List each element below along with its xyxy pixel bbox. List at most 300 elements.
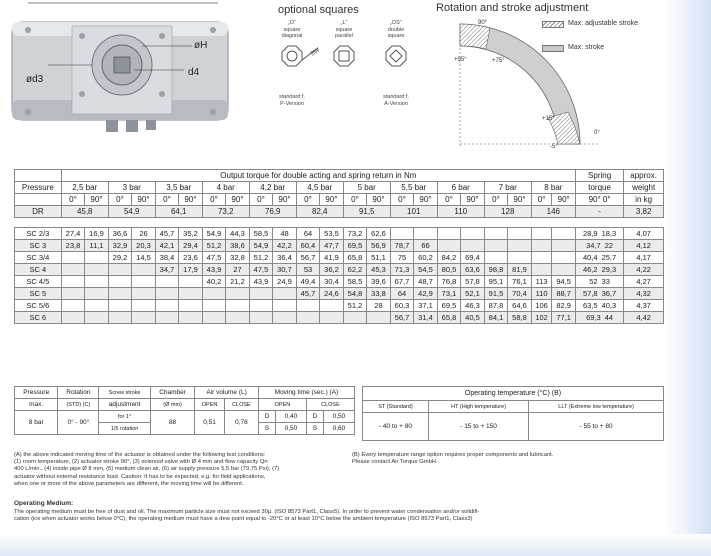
torque-value: 24,9 [273, 276, 297, 288]
pressure-header: 5 bar [343, 182, 390, 194]
pressure-header: 8 bar [531, 182, 575, 194]
torque-value [61, 312, 85, 324]
torque-value: 44,3 [226, 228, 250, 240]
actuator-drawing [8, 0, 238, 135]
square-option-double [376, 20, 416, 40]
square-line2: square [387, 33, 405, 39]
torque-value: 42,2 [273, 240, 297, 252]
table-row [15, 182, 664, 194]
torque-value: 69,4 [461, 252, 485, 264]
table-row [15, 252, 664, 264]
torque-value: 21,2 [226, 276, 250, 288]
torque-value [414, 228, 438, 240]
options-table [14, 386, 355, 435]
gap-cell [15, 218, 664, 228]
weight-header: weight [624, 182, 664, 194]
square-option-diagonal [272, 20, 312, 40]
pressure-header: 3,5 bar [155, 182, 202, 194]
torque-value: 65,8 [437, 312, 461, 324]
move-open: 0,50 [275, 423, 306, 435]
footnote-a [14, 452, 344, 488]
torque-value: 27 [226, 264, 250, 276]
torque-value [202, 312, 226, 324]
torque-value: 98,8 [484, 264, 508, 276]
note-line: actuator without external resistance load. Caution: It has to be expected, e.g. for field applications, [14, 473, 266, 480]
torque-value [155, 288, 179, 300]
spring-90: 57,8 [582, 289, 598, 298]
torque-value: 33,8 [367, 288, 391, 300]
torque-value: 84,1 [484, 312, 508, 324]
torque-value: 73,2 [343, 228, 367, 240]
torque-value [108, 276, 132, 288]
angle-cell: 0° [296, 194, 320, 206]
weight-value: 4,12 [624, 240, 664, 252]
torque-title: Output torque for double acting and spring return in Nm [61, 170, 575, 182]
square-line1: square [335, 26, 353, 33]
torque-value: 47,5 [249, 264, 273, 276]
torque-value: 76,8 [437, 276, 461, 288]
dr-value: 73,2 [202, 206, 249, 218]
torque-value [132, 288, 156, 300]
torque-value [437, 240, 461, 252]
torque-value [179, 276, 203, 288]
spring-90: 40,4 [582, 253, 598, 262]
dr-value: 91,5 [343, 206, 390, 218]
torque-value: 87,8 [484, 300, 508, 312]
sub-adjustment: adjustment [99, 399, 151, 411]
torque-value: 81,9 [508, 264, 532, 276]
torque-value [108, 300, 132, 312]
torque-value: 60,4 [296, 240, 320, 252]
torque-value [61, 276, 85, 288]
move-open: 0,40 [275, 411, 306, 423]
torque-value [108, 264, 132, 276]
torque-value: 56,9 [367, 240, 391, 252]
torque-value [273, 288, 297, 300]
torque-value [296, 300, 320, 312]
torque-value [484, 240, 508, 252]
torque-value: 102 [531, 312, 552, 324]
torque-value: 26 [132, 228, 156, 240]
table-gap [15, 218, 664, 228]
angle-cell: 90° [226, 194, 250, 206]
angle-cell: 0° [249, 194, 273, 206]
torque-value [179, 312, 203, 324]
torque-value [531, 240, 552, 252]
torque-value: 45,7 [155, 228, 179, 240]
torque-value: 49,4 [296, 276, 320, 288]
angle-cell: 90° [414, 194, 438, 206]
sub-max: max. [15, 399, 58, 411]
torque-value: 30,7 [273, 264, 297, 276]
move-type: D [258, 411, 275, 423]
torque-value: 41,9 [320, 252, 344, 264]
table-row [15, 264, 664, 276]
operating-medium-title: Operating Medium: [14, 500, 74, 507]
torque-value: 45,3 [367, 264, 391, 276]
row-label: SC 4 [15, 264, 62, 276]
temperature-table [362, 386, 664, 441]
torque-value [437, 228, 461, 240]
torque-value: 91,5 [484, 288, 508, 300]
angle-cell: 0° [531, 194, 552, 206]
angle-cell: 90° [367, 194, 391, 206]
torque-value [320, 312, 344, 324]
header-chamber: Chamber [150, 387, 194, 399]
torque-value: 56,7 [296, 252, 320, 264]
square-code: „D“ [288, 20, 296, 26]
angle-cell: 90° [179, 194, 203, 206]
square-foot-left [270, 94, 314, 107]
weight-value: 4,32 [624, 288, 664, 300]
note-line: when one or more of the above parameters are different, the moving time will be different. [14, 480, 244, 487]
weight-value: 4,42 [624, 312, 664, 324]
sub-air-close: CLOSE [224, 399, 258, 411]
angle-cell: 0° [390, 194, 414, 206]
dr-value: 45,8 [61, 206, 108, 218]
torque-value [132, 300, 156, 312]
medium-line: cation (ice when actuator works below 0°C), the operating medium must have a dew point equal to -20°C or at least 10°C below the ambient temperature (ISO 8573 Part1, Class3) [14, 516, 473, 523]
table-row [15, 170, 664, 182]
torque-value: 40,5 [461, 312, 485, 324]
torque-value: 31,4 [414, 312, 438, 324]
torque-value: 58,5 [249, 228, 273, 240]
note-line: (1) room temperature, (2) actuator stroke 90°, (3) solenoid valve with Ø 4 mm and flow capacity Qn [14, 459, 268, 466]
torque-value: 51,2 [249, 252, 273, 264]
torque-value [484, 252, 508, 264]
spring-90: 63,5 [582, 301, 598, 310]
torque-value: 71,3 [390, 264, 414, 276]
pressure-header: 7 bar [484, 182, 531, 194]
torque-value [85, 252, 109, 264]
row-label: SC 6 [15, 312, 62, 324]
dr-value: 128 [484, 206, 531, 218]
angle-cell: 90° [132, 194, 156, 206]
dr-value: 76,9 [249, 206, 296, 218]
move-type: D [306, 411, 323, 423]
sub-move-open: OPEN [258, 399, 306, 411]
torque-value [508, 252, 532, 264]
torque-value: 23,8 [61, 240, 85, 252]
dr-value: 82,4 [296, 206, 343, 218]
square-line2: parallel [335, 33, 353, 39]
torque-value: 63,6 [461, 264, 485, 276]
weight-value: 4,07 [624, 228, 664, 240]
torque-value [132, 312, 156, 324]
torque-value [108, 288, 132, 300]
torque-value: 54,9 [249, 240, 273, 252]
torque-value [508, 228, 532, 240]
torque-value: 78,7 [390, 240, 414, 252]
angle-cell: 90° [320, 194, 344, 206]
torque-value: 11,1 [85, 240, 109, 252]
torque-value: 37,1 [414, 300, 438, 312]
spring-value [575, 300, 623, 312]
spring-90: 52 [589, 277, 598, 286]
angle-plus95: +95° [454, 57, 467, 63]
value-air-open: 0,51 [195, 411, 225, 435]
spring-value [575, 228, 623, 240]
value-rotation: 0° - 90° [58, 411, 99, 435]
value-screw-2: 1/5 rotation [99, 423, 151, 435]
row-label: SC 5/6 [15, 300, 62, 312]
torque-value [132, 276, 156, 288]
torque-value: 32,9 [108, 240, 132, 252]
torque-value [202, 300, 226, 312]
spring-0: 22 [604, 241, 614, 250]
torque-value [296, 312, 320, 324]
torque-value: 64,6 [508, 300, 532, 312]
torque-value [179, 288, 203, 300]
torque-value [531, 264, 552, 276]
dim-d4-label: d4 [188, 67, 200, 78]
sub-move-close: CLOSE [306, 399, 354, 411]
torque-value: 88,7 [552, 288, 576, 300]
torque-value [226, 288, 250, 300]
dr-value: 110 [437, 206, 484, 218]
torque-value [461, 228, 485, 240]
dr-value: 64,1 [155, 206, 202, 218]
torque-value: 66 [414, 240, 438, 252]
torque-value [320, 300, 344, 312]
rotation-stroke-panel [430, 2, 670, 152]
torque-value [85, 288, 109, 300]
torque-value: 38,6 [226, 240, 250, 252]
table-row [15, 276, 664, 288]
value-screw-1: for 1° [99, 411, 151, 423]
torque-value: 58,8 [508, 312, 532, 324]
spring-value [575, 252, 623, 264]
torque-value: 36,2 [320, 264, 344, 276]
dr-value: 101 [390, 206, 437, 218]
spring-header: Spring [575, 170, 623, 182]
spring-0: 40,3 [601, 301, 617, 310]
torque-value [85, 264, 109, 276]
torque-value: 58,5 [343, 276, 367, 288]
torque-value: 60,2 [414, 252, 438, 264]
torque-table [14, 169, 664, 324]
torque-value [484, 228, 508, 240]
torque-value: 73,1 [437, 288, 461, 300]
dim-d3-label: ød3 [26, 74, 44, 85]
header-pressure: Pressure [15, 387, 58, 399]
torque-value: 54,8 [343, 288, 367, 300]
torque-value: 46,3 [461, 300, 485, 312]
torque-value: 39,6 [367, 276, 391, 288]
torque-value: 57,8 [461, 276, 485, 288]
angle-90: 90° [478, 20, 488, 26]
torque-value [367, 312, 391, 324]
torque-value: 54,5 [414, 264, 438, 276]
torque-value [132, 264, 156, 276]
torque-value: 43,9 [249, 276, 273, 288]
angle-minus5: -5° [550, 144, 558, 150]
torque-value [249, 300, 273, 312]
angle-cell: 0° [108, 194, 132, 206]
square-foot-right [374, 94, 418, 107]
header-air-volume: Air volume (L) [195, 387, 259, 399]
pressure-header: 4,2 bar [249, 182, 296, 194]
torque-value: 60,3 [390, 300, 414, 312]
spring-0: 44 [604, 313, 614, 322]
angle-cell: 0° [61, 194, 85, 206]
footnote-b [352, 452, 664, 466]
torque-value: 14,5 [132, 252, 156, 264]
torque-value [61, 252, 85, 264]
torque-value [273, 312, 297, 324]
value-pressure: 8 bar [15, 411, 58, 435]
spring-90: 46,2 [582, 265, 598, 274]
torque-value [61, 288, 85, 300]
torque-value: 48,7 [414, 276, 438, 288]
temp-value-ht: - 15 to + 150 [428, 413, 528, 441]
rotation-title: Rotation and stroke adjustment [436, 2, 589, 14]
torque-value: 23,6 [179, 252, 203, 264]
spring-header: 90° 0° [575, 194, 623, 206]
square-line1: double [387, 26, 405, 33]
legend-label: Max. adjustable stroke [568, 20, 639, 27]
torque-value: 42,1 [155, 240, 179, 252]
torque-value: 64 [296, 228, 320, 240]
dim-h-label: øH [194, 40, 208, 51]
square-code: „L“ [340, 20, 348, 26]
torque-value: 51,2 [202, 240, 226, 252]
torque-value [85, 300, 109, 312]
torque-value: 62,2 [343, 264, 367, 276]
weight-value: 4,37 [624, 300, 664, 312]
torque-value [179, 300, 203, 312]
bottom-decor-band [0, 534, 711, 556]
angle-cell: 90° [552, 194, 576, 206]
torque-value [61, 300, 85, 312]
angle-cell: 0° [437, 194, 461, 206]
move-close: 0,60 [323, 423, 354, 435]
torque-value [461, 240, 485, 252]
weight-value: 4,27 [624, 276, 664, 288]
torque-value: 56,7 [390, 312, 414, 324]
sub-std: (STD) (C) [58, 399, 99, 411]
spring-value: - [575, 206, 623, 218]
torque-value: 45,7 [296, 288, 320, 300]
torque-value: 30,4 [320, 276, 344, 288]
angle-cell: 0° [343, 194, 367, 206]
spring-0: 25,7 [601, 253, 617, 262]
header-screw: Screw stroke [99, 387, 151, 399]
square-code: „DS“ [390, 20, 402, 26]
torque-value: 52,1 [461, 288, 485, 300]
torque-value [155, 312, 179, 324]
temp-col-llt: LLT (Extreme low temperature) [529, 401, 664, 413]
torque-value: 54,9 [202, 228, 226, 240]
temp-value-st: - 40 to + 80 [363, 413, 429, 441]
torque-value: 29,2 [108, 252, 132, 264]
torque-value: 62,6 [367, 228, 391, 240]
torque-value: 67,7 [390, 276, 414, 288]
spring-value [575, 276, 623, 288]
note-line: Please contact Air Torque GmbH. [352, 459, 438, 466]
torque-value: 40,2 [202, 276, 226, 288]
torque-value: 65,8 [343, 252, 367, 264]
medium-line: The operating medium must be free of dust and oil. The maximum particle size must not exceed 30µ. (ISO 8573 Part1, Class5). In order to prevent water condensation and/or solidifi- [14, 509, 480, 515]
torque-value: 94,5 [552, 276, 576, 288]
move-type: S [306, 423, 323, 435]
row-label: SC 3/4 [15, 252, 62, 264]
torque-value [155, 276, 179, 288]
torque-value: 77,1 [552, 312, 576, 324]
torque-value: 16,9 [85, 228, 109, 240]
rotation-arc-diagram [430, 16, 670, 152]
note-line: 400 L/min., (4) inside pipe Ø 8 mm, (5) medium clean air, (6) air supply pressure 5,5 bar (79,75 Psi), (7) [14, 466, 280, 473]
torque-value: 48 [273, 228, 297, 240]
torque-value: 84,2 [437, 252, 461, 264]
spring-0: 36,7 [601, 289, 617, 298]
pressure-header: 6 bar [437, 182, 484, 194]
torque-value [61, 264, 85, 276]
table-row [15, 240, 664, 252]
foot-line: standard f. [383, 94, 409, 100]
torque-value: 95,1 [484, 276, 508, 288]
torque-value: 17,9 [179, 264, 203, 276]
torque-value [508, 240, 532, 252]
temp-col-st: ST (Standard) [363, 401, 429, 413]
torque-value: 42,9 [414, 288, 438, 300]
weight-value: 4,17 [624, 252, 664, 264]
spring-90: 69,3 [586, 313, 601, 322]
angle-cell: 90° [508, 194, 532, 206]
spring-90: 34,7 [586, 241, 601, 250]
pressure-header: 5,5 bar [390, 182, 437, 194]
header-moving-time: Moving time (sec.) (A) [258, 387, 354, 399]
torque-value: 76,1 [508, 276, 532, 288]
torque-value: 80,5 [437, 264, 461, 276]
spring-header: torque [575, 182, 623, 194]
torque-value: 75 [390, 252, 414, 264]
torque-value [85, 276, 109, 288]
torque-value: 29,4 [179, 240, 203, 252]
pressure-header: 4 bar [202, 182, 249, 194]
torque-value: 113 [531, 276, 552, 288]
torque-value [249, 288, 273, 300]
foot-line: standard f. [279, 94, 305, 100]
row-label: SC 5 [15, 288, 62, 300]
table-row-dr [15, 206, 664, 218]
torque-value: 69,5 [343, 240, 367, 252]
temperature-title: Operating temperature (°C) (B) [363, 387, 664, 401]
value-chamber: 88 [150, 411, 194, 435]
angle-cell: 90° [85, 194, 109, 206]
torque-value [249, 312, 273, 324]
spring-0: 29,3 [601, 265, 617, 274]
torque-value: 38,4 [155, 252, 179, 264]
header-rotation: Rotation [58, 387, 99, 399]
angle-cell: 0° [202, 194, 226, 206]
torque-value: 47,5 [202, 252, 226, 264]
torque-value [108, 312, 132, 324]
torque-value [552, 264, 576, 276]
spring-90: 28,9 [582, 229, 598, 238]
note-line: (B) Every temperature range option requires proper components and lubricant. [352, 452, 554, 458]
dr-value: 54,9 [108, 206, 155, 218]
torque-value: 51,2 [343, 300, 367, 312]
torque-value [552, 240, 576, 252]
torque-value: 34,7 [155, 264, 179, 276]
torque-value: 47,7 [320, 240, 344, 252]
legend-label: Max. stroke [568, 44, 605, 51]
row-label: SC 2/3 [15, 228, 62, 240]
angle-plus15: +15° [542, 116, 555, 122]
torque-value [552, 228, 576, 240]
table-row [15, 288, 664, 300]
